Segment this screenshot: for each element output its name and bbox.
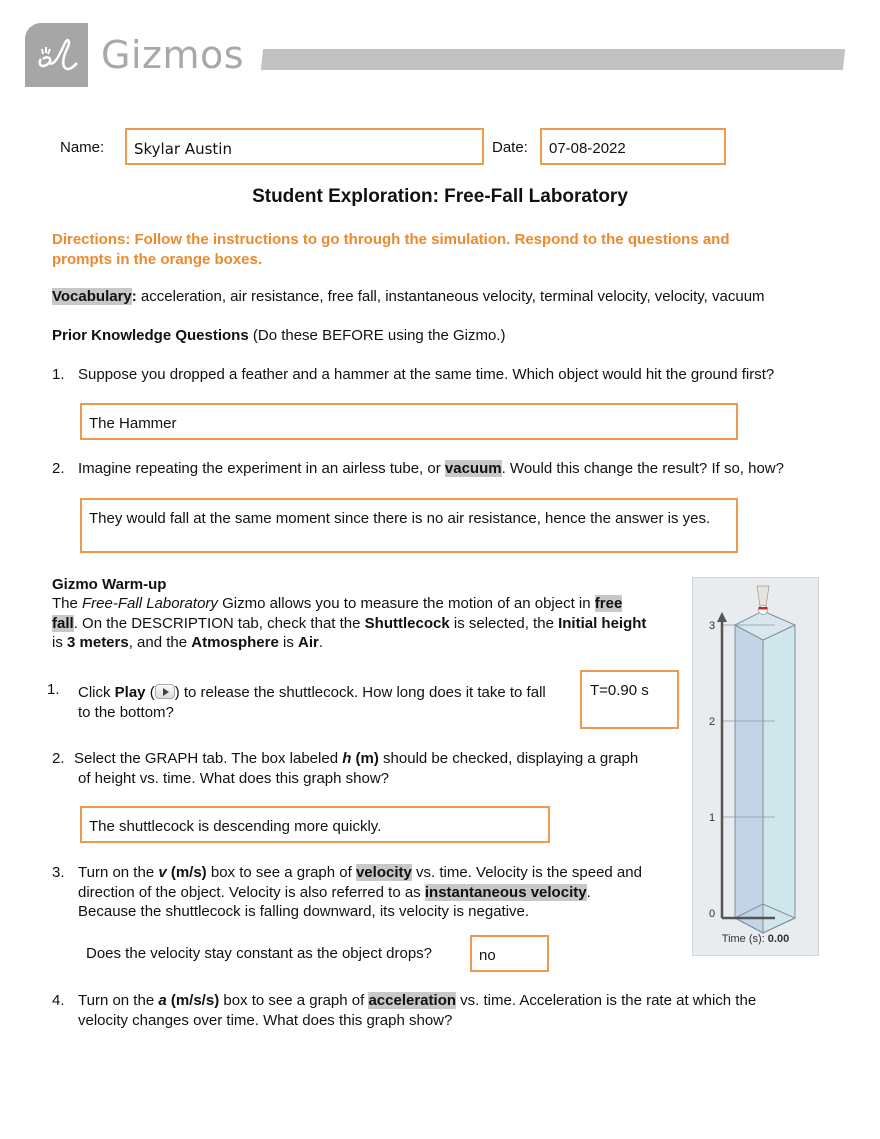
intro-text: is: [52, 634, 67, 651]
answer-text: T=0.90 s: [590, 682, 649, 699]
answer-text: The Hammer: [89, 415, 177, 432]
q-bold: (m/s): [166, 864, 207, 881]
intro-bold: Atmosphere: [191, 634, 279, 651]
q-text: Turn on the: [78, 992, 159, 1009]
q-text: box to see a graph of: [219, 992, 369, 1009]
date-value: 07-08-2022: [549, 140, 626, 157]
q-text: direction of the object. Velocity is also referred to as: [78, 883, 425, 901]
q-text: velocity changes over time. What does this graph show?: [78, 1011, 453, 1029]
answer-text: They would fall at the same moment since there is no air resistance, hence the answer is yes.: [89, 510, 711, 527]
question-text: [78, 991, 838, 1030]
q-text: should be checked, displaying a graph: [378, 750, 639, 767]
name-field[interactable]: [125, 128, 484, 165]
question-number: 2.: [52, 460, 65, 477]
vocab-highlight-acceleration: acceleration: [368, 992, 457, 1009]
q-text: Because the shuttlecock is falling downward, its velocity is negative.: [78, 903, 530, 920]
vocabulary-line: [52, 287, 852, 307]
pk-question-1: [52, 365, 852, 385]
q-bold-italic: v: [158, 864, 167, 881]
prior-knowledge-subtitle: (Do these BEFORE using the Gizmo.): [248, 327, 506, 344]
q-text: (: [145, 684, 155, 701]
q-text: to the bottom?: [78, 703, 174, 721]
prior-knowledge-title: Prior Knowledge Questions: [52, 327, 249, 344]
warmup-question-3: [52, 863, 682, 923]
question-text: [78, 863, 688, 922]
vocabulary-label: Vocabulary: [52, 288, 132, 305]
answer-text: no: [479, 947, 496, 964]
intro-bold: Initial height: [558, 614, 647, 632]
q-text: ) to release the shuttlecock. How long does it take to fall: [174, 684, 546, 701]
time-label: Time (s):: [721, 933, 768, 945]
axis-tick-3: 3: [709, 620, 716, 632]
q-bold: Play: [114, 684, 146, 701]
vocab-highlight-free: free: [594, 595, 623, 612]
axis-tick-2: 2: [709, 716, 716, 728]
pk-answer-2-box[interactable]: [80, 498, 738, 553]
intro-text: .: [318, 634, 323, 651]
gizmos-logo-text: Gizmos: [101, 33, 245, 77]
question-number: 3.: [52, 864, 65, 881]
time-readout: [693, 933, 818, 945]
answer-text: The shuttlecock is descending more quickly.: [89, 818, 382, 835]
intro-text: . On the DESCRIPTION tab, check that the: [73, 614, 365, 632]
date-label: Date:: [492, 139, 528, 156]
page-title: Student Exploration: Free-Fall Laboratory: [252, 186, 628, 207]
vocabulary-terms: acceleration, air resistance, free fall, instantaneous velocity, terminal velocity, velocity, vacuum: [136, 288, 765, 305]
axis-tick-1: 1: [709, 812, 716, 824]
question-number: 1.: [52, 366, 65, 383]
q-bold: (m/s/s): [166, 992, 220, 1009]
question-text: [74, 749, 684, 788]
warmup-answer-2-box[interactable]: [80, 806, 550, 843]
question-number: 1.: [47, 681, 60, 698]
warmup-question-1: [47, 680, 577, 722]
time-value: 0.00: [767, 933, 790, 945]
header-bar: [261, 49, 845, 70]
name-value: Skylar Austin: [134, 140, 232, 158]
warmup-question-2: [52, 749, 682, 789]
q-text: Click: [78, 684, 115, 701]
intro-text: is selected, the: [449, 614, 559, 632]
pk-answer-1-box[interactable]: [80, 403, 738, 440]
q-text: .: [586, 883, 591, 901]
question-text: Suppose you dropped a feather and a hammer at the same time. Which object would hit the ground first?: [78, 366, 775, 383]
warmup-question-3-subquestion: Does the velocity stay constant as the object drops?: [86, 945, 433, 962]
q-bold: (m): [351, 750, 379, 767]
q-text: Turn on the: [78, 864, 159, 881]
question-text-part: . Would this change the result? If so, how?: [501, 460, 784, 477]
warmup-answer-1-box[interactable]: [580, 670, 679, 729]
prior-knowledge-heading: [52, 326, 852, 346]
question-number: 4.: [52, 992, 65, 1009]
vocab-highlight-velocity: velocity: [355, 864, 412, 881]
q-bold-italic: a: [158, 992, 167, 1009]
vocab-highlight-fall: fall: [52, 614, 74, 632]
vocabulary-colon: :: [131, 288, 137, 305]
vocab-highlight-vacuum: vacuum: [444, 460, 502, 477]
q-text: vs. time. Acceleration is the rate at which the: [456, 992, 757, 1009]
warmup-intro: [52, 594, 684, 653]
play-icon: [155, 684, 175, 699]
q-text: box to see a graph of: [206, 864, 356, 881]
question-number: 2.: [52, 750, 65, 767]
q-bold-italic: h: [342, 750, 352, 767]
question-text-part: Imagine repeating the experiment in an airless tube, or: [78, 460, 445, 477]
warmup-heading: Gizmo Warm-up: [52, 576, 167, 593]
vocab-highlight-instantaneous-velocity: instantaneous velocity: [424, 883, 587, 901]
pk-question-2: [52, 459, 852, 479]
el-logo-icon: [35, 37, 79, 73]
directions-text: Directions: Follow the instructions to go through the simulation. Respond to the questions and prompts in the orange boxes.: [52, 231, 730, 268]
name-label: Name:: [60, 139, 105, 156]
intro-bold: Shuttlecock: [364, 614, 450, 632]
warmup-question-4: [52, 991, 852, 1031]
gizmo-name: Free-Fall Laboratory: [82, 595, 218, 612]
gizmos-logo-mark: [25, 23, 88, 87]
intro-bold: 3 meters: [67, 634, 129, 651]
question-text: [78, 459, 784, 479]
intro-text: is: [278, 634, 298, 651]
q-text: of height vs. time. What does this graph show?: [78, 769, 389, 787]
intro-text: Gizmo allows you to measure the motion of an object in: [217, 595, 595, 612]
axis-tick-0: 0: [709, 908, 716, 920]
drop-tube-diagram: [693, 578, 818, 955]
date-field[interactable]: [540, 128, 726, 165]
q-text: Select the GRAPH tab. The box labeled: [74, 750, 343, 767]
warmup-answer-3-box[interactable]: [470, 935, 549, 972]
q-text: vs. time. Velocity is the speed and: [411, 864, 642, 881]
intro-text: The: [52, 595, 83, 612]
intro-bold: Air: [297, 634, 319, 651]
gizmo-simulation-image: [692, 577, 819, 956]
intro-text: , and the: [128, 634, 192, 651]
question-text: [78, 683, 578, 722]
